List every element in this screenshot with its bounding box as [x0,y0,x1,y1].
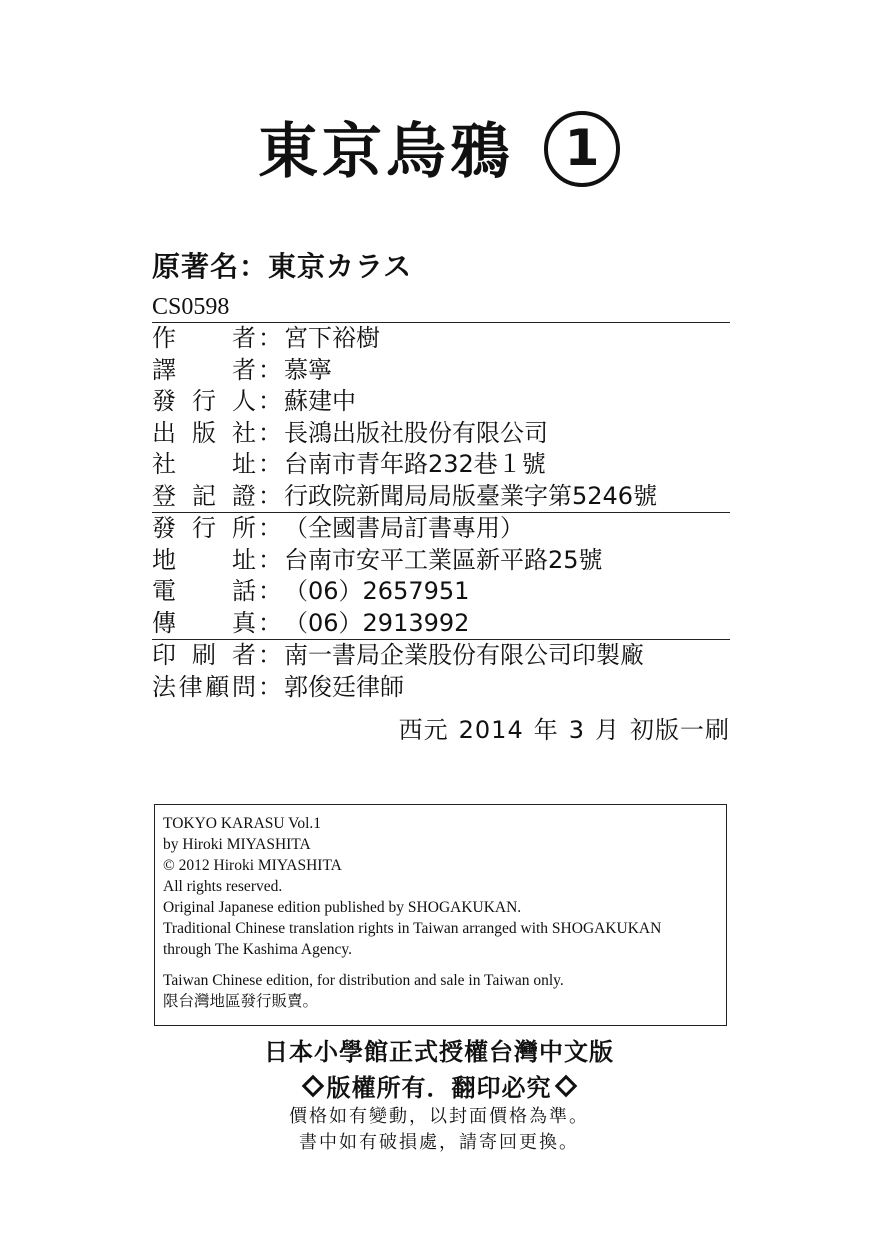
label-char: 者 [232,324,256,352]
info-row [152,513,730,545]
date-part: 初版一刷 [630,716,730,744]
label-char: 登 [152,481,176,510]
license-line: Original Japanese edition published by SHOGAKUKAN. [163,899,522,916]
info-label [152,576,256,608]
label-char: 刷 [192,641,216,669]
label-char: 顧 [205,672,230,701]
book-title [0,112,878,193]
info-group [152,639,730,703]
label-char: 者 [232,355,256,384]
label-char: 證 [232,481,256,510]
info-row [152,449,730,481]
info-value: 郭俊廷律師 [284,672,404,701]
original-title: 原著名：東京カラス [152,250,413,283]
label-char: 地 [152,545,176,574]
info-row [152,608,730,640]
info-colon: ： [258,324,282,352]
price-note: 價格如有變動，以封面價格為準。 [289,1106,589,1127]
label-char: 人 [232,387,256,415]
info-value: （全國書局訂書專用） [284,514,524,542]
rights-reserved [0,1068,878,1103]
info-row [152,545,730,577]
label-char: 法 [152,672,176,701]
info-colon: ： [258,608,282,637]
license-line: by Hiroki MIYASHITA [163,836,311,853]
info-label [152,513,256,545]
info-label [152,608,256,640]
label-char: 電 [152,577,176,605]
info-row [152,323,730,355]
info-label [152,386,256,418]
license-line: Traditional Chinese translation rights in Taiwan arranged with SHOGAKUKAN [163,920,662,937]
label-char: 出 [152,418,176,447]
label-char: 者 [232,641,256,669]
label-char: 版 [192,418,216,447]
label-char: 作 [152,324,176,352]
edition-date [389,710,730,745]
info-colon: ： [258,641,282,669]
license-line: through The Kashima Agency. [163,941,352,958]
label-char: 發 [152,514,176,542]
label-char: 印 [152,641,176,669]
diamond-right-icon [554,1075,577,1098]
license-gap [163,960,726,970]
license-line: © 2012 Hiroki MIYASHITA [163,857,342,874]
info-value: 蘇建中 [284,387,356,415]
info-colon: ： [258,450,282,478]
date-part: 3 [568,716,585,744]
info-row [152,355,730,387]
volume-number: 1 [544,111,620,187]
label-char: 社 [232,418,256,447]
diamond-left-icon [301,1075,324,1098]
label-char: 律 [178,672,203,701]
date-part: 西元 [398,716,449,744]
label-char: 址 [232,545,256,574]
info-value: 慕寧 [284,355,332,384]
info-value: 長鴻出版社股份有限公司 [284,418,548,447]
info-row [152,481,730,513]
info-colon: ： [258,577,282,605]
license-box [154,804,727,1026]
info-value: 宮下裕樹 [284,324,380,352]
label-char: 址 [232,450,256,478]
info-row [152,640,730,672]
info-label [152,323,256,355]
info-value: 台南市安平工業區新平路25號 [284,545,603,574]
license-line: TOKYO KARASU Vol.1 [163,815,322,832]
label-char: 所 [232,514,256,542]
label-char: 譯 [152,355,176,384]
damage-note: 書中如有破損處，請寄回更換。 [299,1132,579,1153]
info-group [152,322,730,512]
info-label [152,449,256,481]
date-part: 年 [533,716,559,744]
label-char: 行 [192,387,216,415]
info-colon: ： [258,387,282,415]
authorized-edition: 日本小學館正式授權台灣中文版 [264,1038,614,1066]
info-value: 南一書局企業股份有限公司印製廠 [284,641,644,669]
info-label [152,418,256,450]
info-label [152,545,256,577]
label-char: 記 [192,481,216,510]
license-line: 限台灣地區發行販賣。 [163,993,319,1010]
license-line: All rights reserved. [163,878,283,895]
label-char: 問 [231,672,256,701]
date-part: 月 [595,716,620,744]
info-colon: ： [258,545,282,574]
info-row [152,418,730,450]
info-label [152,355,256,387]
info-colon: ： [258,514,282,542]
info-label [152,481,256,513]
rights-text: 版權所有．翻印必究 [326,1074,552,1102]
info-value: 行政院新聞局局版臺業字第5246號 [284,481,658,510]
info-value: 台南市青年路232巷１號 [284,450,546,478]
info-colon: ： [258,481,282,510]
info-row [152,386,730,418]
info-row [152,576,730,608]
label-char: 傳 [152,608,176,637]
license-line: Taiwan Chinese edition, for distribution and sale in Taiwan only. [163,972,564,989]
label-char: 發 [152,387,176,415]
info-colon: ： [258,355,282,384]
info-value: （06）2913992 [284,608,470,637]
info-colon: ： [258,418,282,447]
label-char: 社 [152,450,176,478]
label-char: 話 [232,577,256,605]
date-part: 2014 [458,716,524,744]
info-row [152,672,730,704]
catalog-code: CS0598 [152,294,230,320]
info-label [152,640,256,672]
label-char: 行 [192,514,216,542]
title-text: 東京烏鴉 [258,117,514,187]
info-group [152,512,730,639]
info-label [152,672,256,704]
info-value: （06）2657951 [284,577,470,605]
publication-info [152,322,730,703]
info-colon: ： [258,672,282,701]
label-char: 真 [232,608,256,637]
